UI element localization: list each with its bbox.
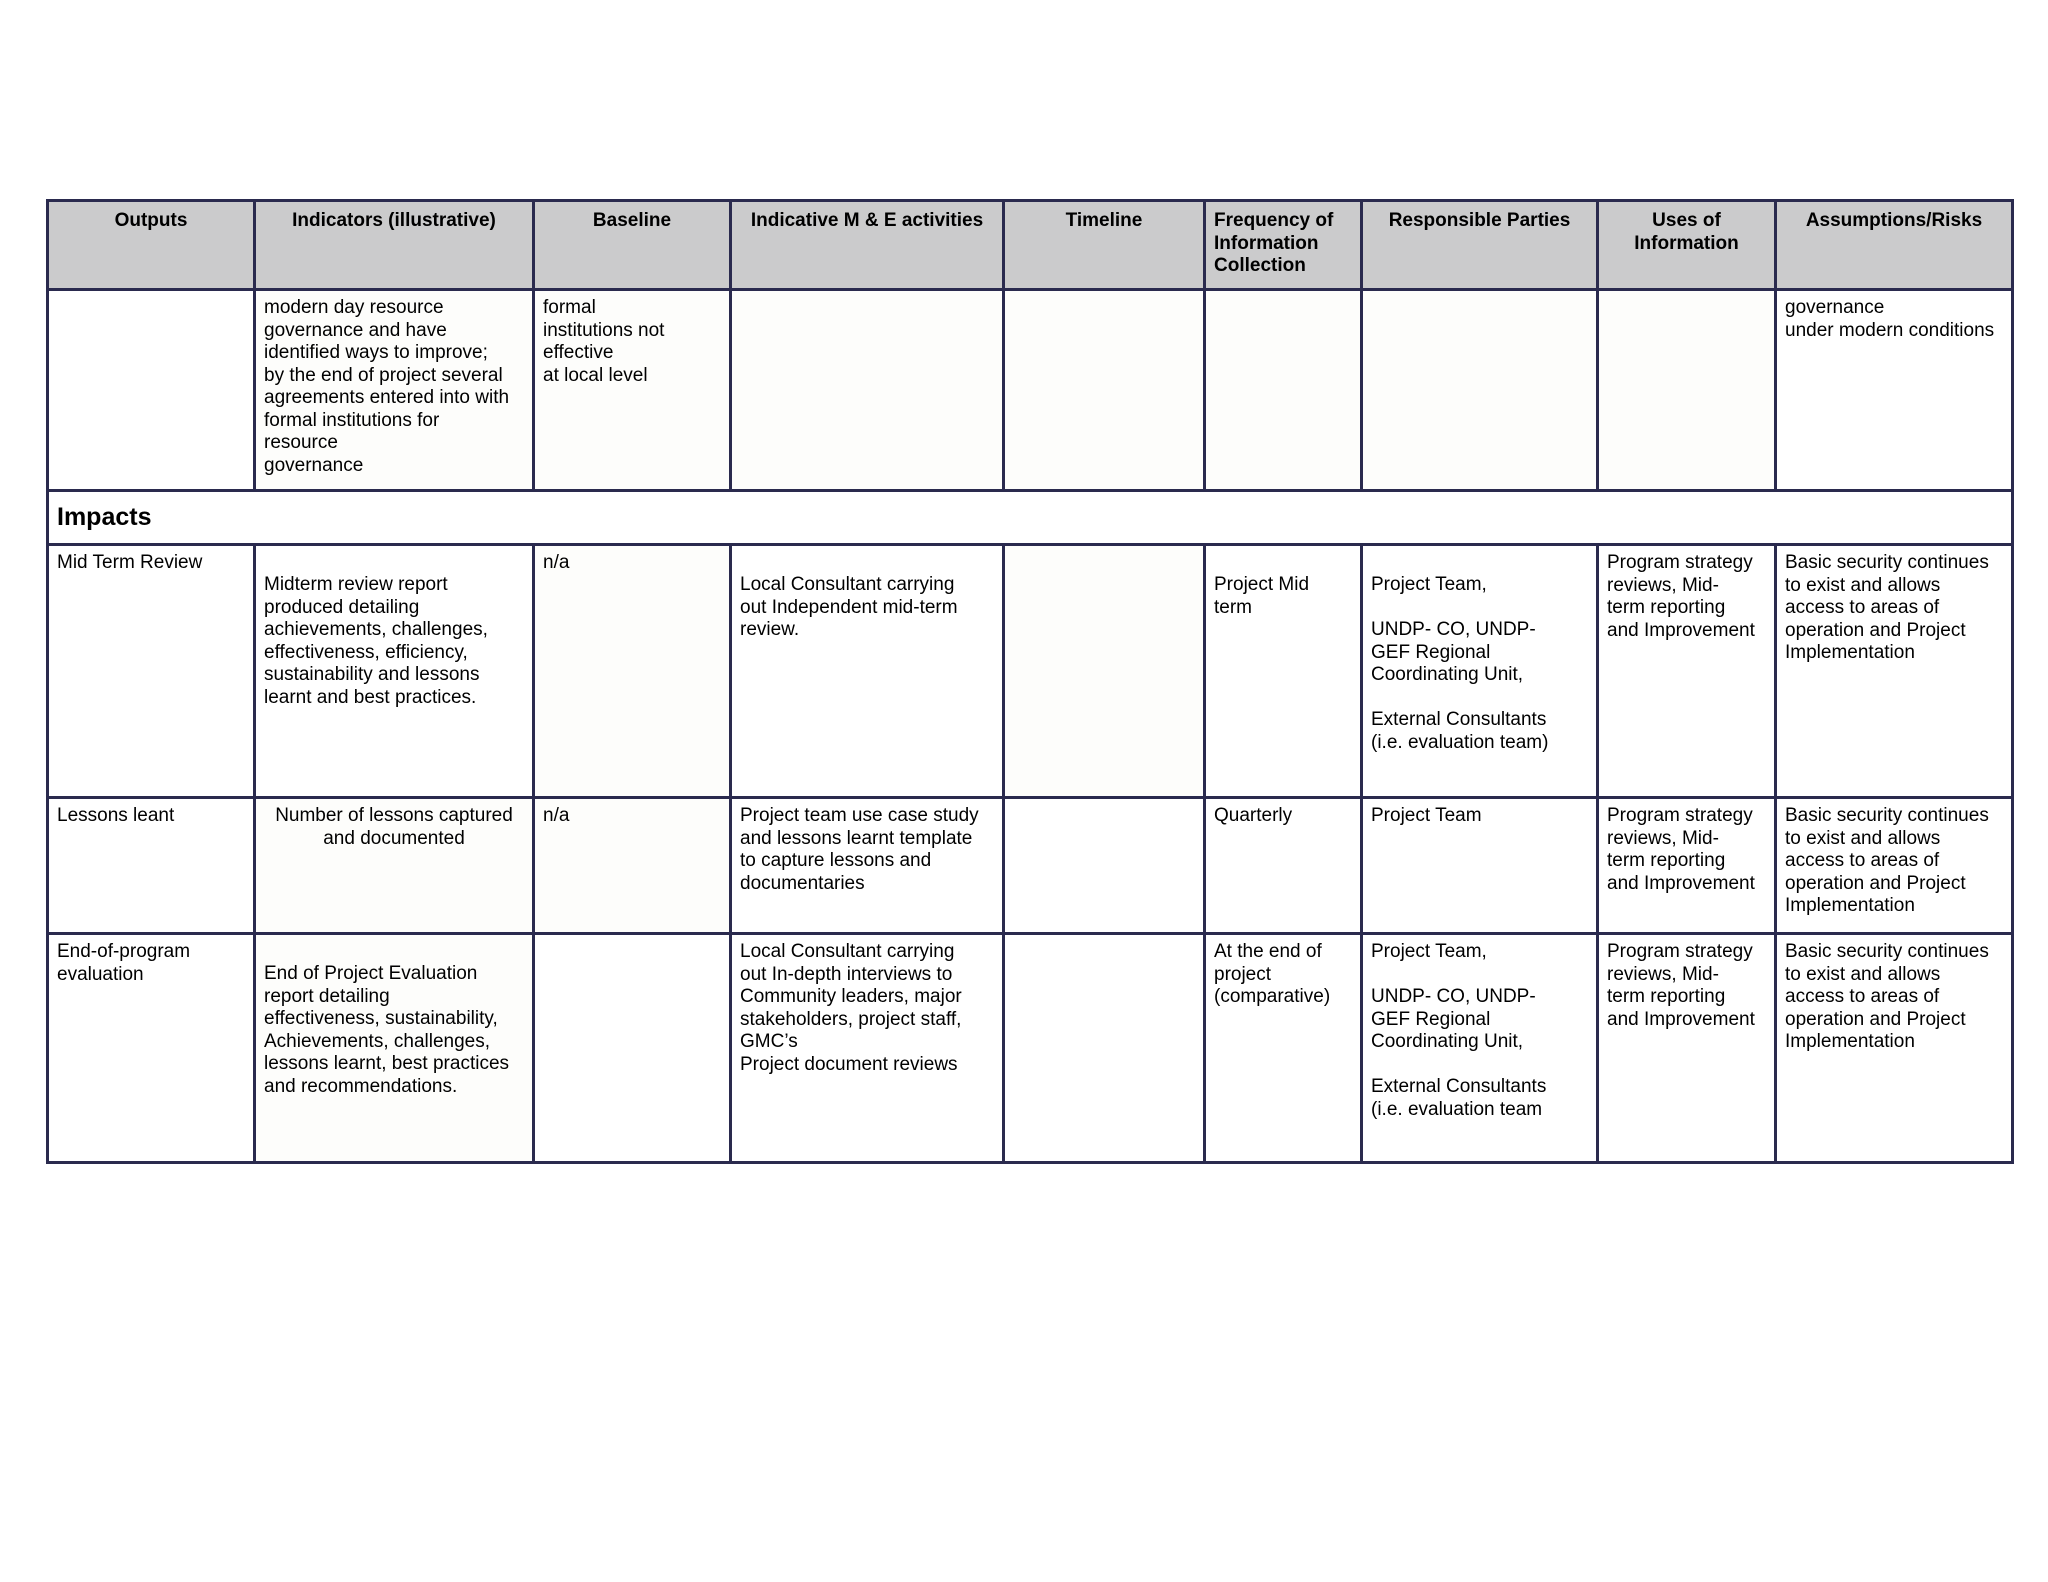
section-title-impacts: Impacts: [49, 492, 2011, 543]
cell-indicators: Number of lessons captured and documented: [256, 799, 532, 932]
cell-assumptions: Basic security continues to exist and allows access to areas of operation and Project Implementation: [1777, 935, 2011, 1161]
cell-timeline: [1005, 546, 1203, 796]
responsible-line-3: External Consultants (i.e. evaluation team): [1371, 709, 1549, 753]
cell-responsible: Project Team: [1363, 799, 1596, 932]
header-activities: Indicative M & E activities: [732, 202, 1002, 288]
header-frequency: Frequency of Information Collection: [1206, 202, 1360, 288]
table-row: [49, 935, 2011, 1161]
cell-activities: Local Consultant carrying out Independent mid-term review.: [732, 546, 1002, 796]
cell-assumptions: Basic security continues to exist and allows access to areas of operation and Project Implementation: [1777, 546, 2011, 796]
header-baseline: Baseline: [535, 202, 729, 288]
cell-assumptions: Basic security continues to exist and allows access to areas of operation and Project Implementation: [1777, 799, 2011, 932]
header-uses: Uses of Information: [1599, 202, 1774, 288]
cell-outputs: End-of-program evaluation: [49, 935, 253, 1161]
table-row: [49, 799, 2011, 932]
cell-responsible: [1363, 291, 1596, 489]
cell-indicators: Midterm review report produced detailing achievements, challenges, effectiveness, efficiency, sustainability and lessons learnt and best practices.: [256, 546, 532, 796]
header-assumptions: Assumptions/Risks: [1777, 202, 2011, 288]
cell-frequency: Project Mid term: [1206, 546, 1360, 796]
section-row: [49, 492, 2011, 543]
table-row: [49, 546, 2011, 796]
cell-uses: Program strategy reviews, Mid- term reporting and Improvement: [1599, 546, 1774, 796]
cell-activities: Local Consultant carrying out In-depth interviews to Community leaders, major stakeholders, project staff, GMC’s Project document reviews: [732, 935, 1002, 1161]
cell-baseline: n/a: [535, 546, 729, 796]
cell-timeline: [1005, 291, 1203, 489]
cell-timeline: [1005, 799, 1203, 932]
header-indicators: Indicators (illustrative): [256, 202, 532, 288]
cell-outputs: Lessons leant: [49, 799, 253, 932]
responsible-line-3: External Consultants (i.e. evaluation team: [1371, 1076, 1547, 1120]
cell-baseline: n/a: [535, 799, 729, 932]
spacer: [1371, 964, 1588, 987]
cell-timeline: [1005, 935, 1203, 1161]
responsible-line-1: Project Team,: [1371, 941, 1487, 962]
spacer: [1371, 687, 1588, 710]
header-timeline: Timeline: [1005, 202, 1203, 288]
cell-indicators: modern day resource governance and have identified ways to improve; by the end of project several agreements entered into with formal institutions for resource governance: [256, 291, 532, 489]
cell-frequency: At the end of project (comparative): [1206, 935, 1360, 1161]
cell-uses: Program strategy reviews, Mid- term reporting and Improvement: [1599, 799, 1774, 932]
cell-indicators: End of Project Evaluation report detailing effectiveness, sustainability, Achievements, challenges, lessons learnt, best practices and recommendations.: [256, 935, 532, 1161]
cell-baseline: [535, 935, 729, 1161]
monitoring-evaluation-table: [46, 199, 2014, 1164]
spacer: [1371, 597, 1588, 620]
cell-baseline: formal institutions not effective at local level: [535, 291, 729, 489]
cell-activities: [732, 291, 1002, 489]
cell-assumptions: governance under modern conditions: [1777, 291, 2011, 489]
header-outputs: Outputs: [49, 202, 253, 288]
table-row: [49, 291, 2011, 489]
responsible-line-2: UNDP- CO, UNDP- GEF Regional Coordinating Unit,: [1371, 619, 1536, 685]
cell-uses: [1599, 291, 1774, 489]
cell-uses: Program strategy reviews, Mid- term reporting and Improvement: [1599, 935, 1774, 1161]
header-responsible: Responsible Parties: [1363, 202, 1596, 288]
header-row: [49, 202, 2011, 288]
cell-activities: Project team use case study and lessons learnt template to capture lessons and documentaries: [732, 799, 1002, 932]
cell-frequency: [1206, 291, 1360, 489]
cell-responsible: [1363, 546, 1596, 796]
cell-frequency: Quarterly: [1206, 799, 1360, 932]
responsible-line-1: Project Team,: [1371, 574, 1487, 595]
cell-responsible: [1363, 935, 1596, 1161]
spacer: [1371, 1054, 1588, 1077]
cell-outputs: Mid Term Review: [49, 546, 253, 796]
cell-outputs: [49, 291, 253, 489]
responsible-line-2: UNDP- CO, UNDP- GEF Regional Coordinating Unit,: [1371, 986, 1536, 1052]
